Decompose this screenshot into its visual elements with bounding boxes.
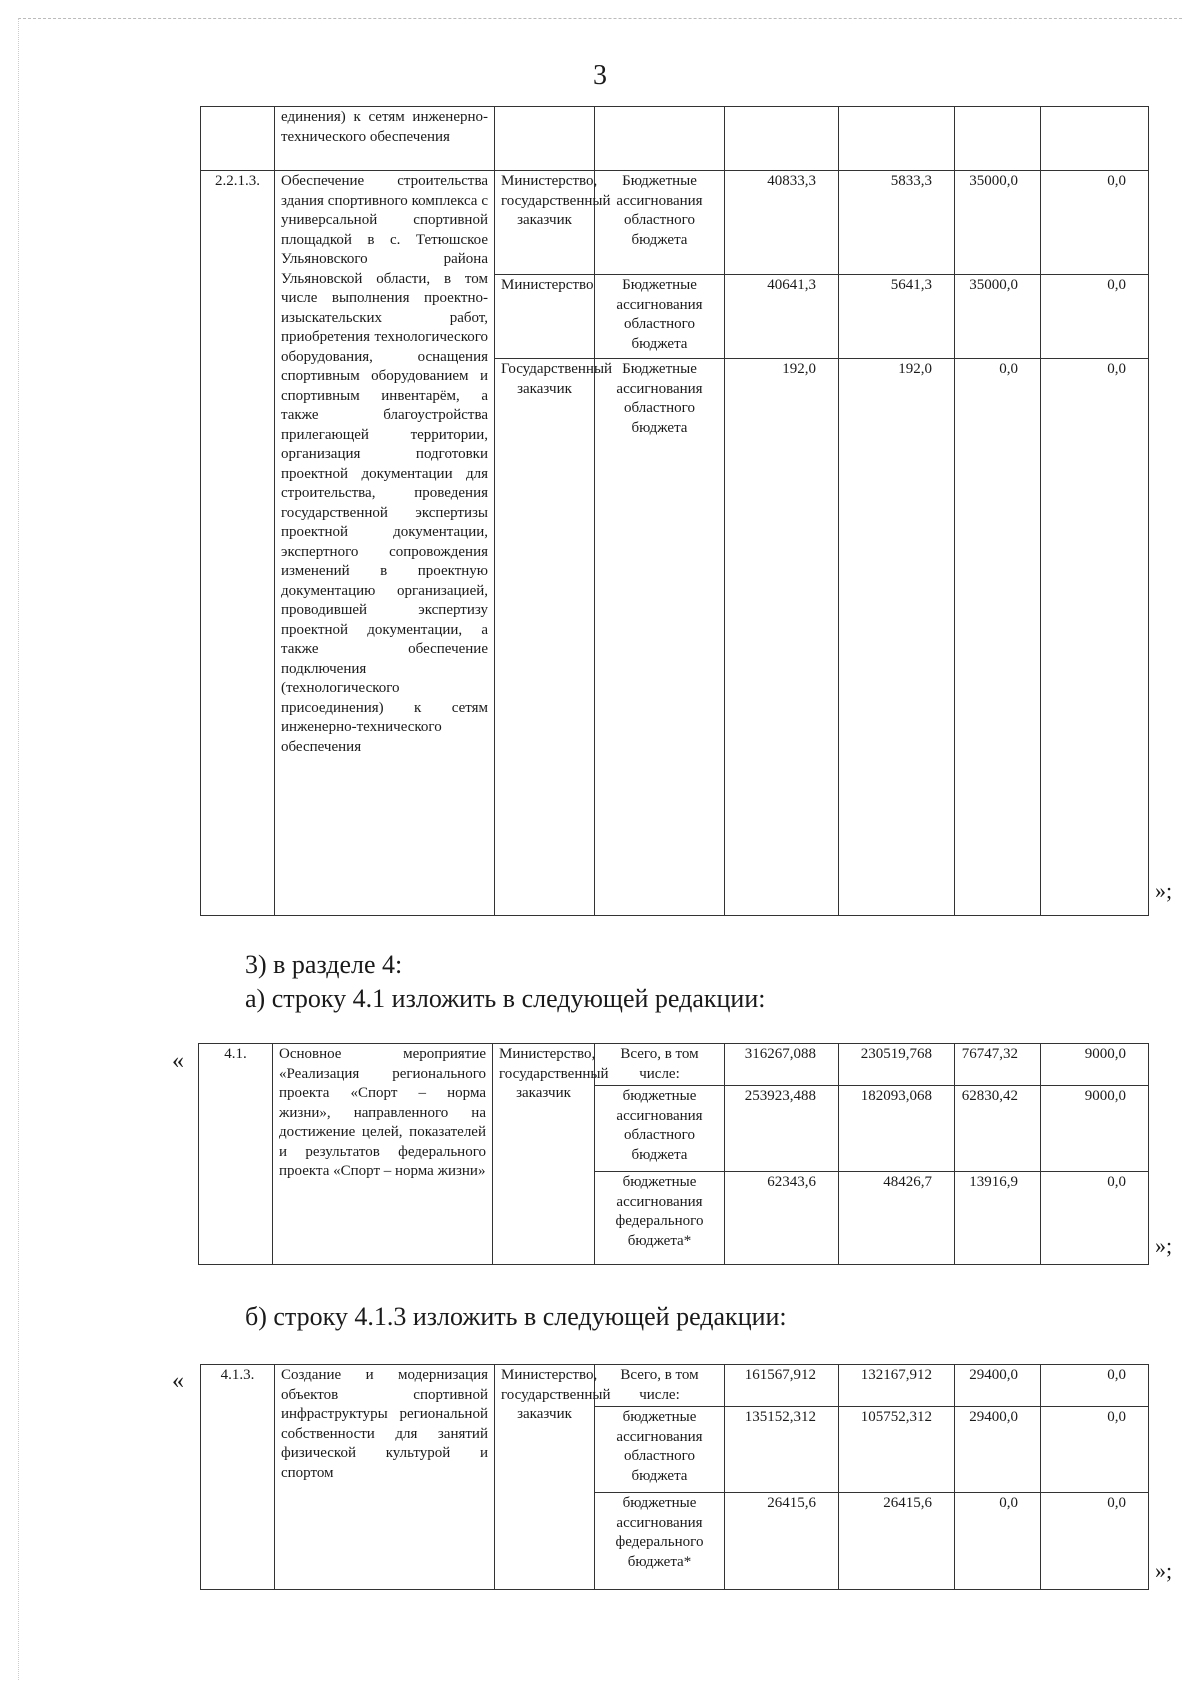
cell-value: 132167,912: [839, 1365, 955, 1407]
table-row-2-2-1-3: [200, 106, 1149, 916]
cell-value: 105752,312: [839, 1407, 955, 1493]
subheading-b: б) строку 4.1.3 изложить в следующей редакции:: [245, 1302, 787, 1331]
cell-responsible: Государственный заказчик: [495, 359, 595, 916]
cell-value: 29400,0: [955, 1365, 1041, 1407]
cell-value: 0,0: [955, 1493, 1041, 1590]
cell-num: 4.1.: [199, 1044, 273, 1265]
closing-quote: »;: [1155, 878, 1173, 903]
cell-value: 9000,0: [1041, 1086, 1149, 1172]
cell-value: 0,0: [955, 359, 1041, 916]
cell-value: 40641,3: [725, 275, 839, 359]
cell-value: 192,0: [725, 359, 839, 916]
closing-quote: »;: [1155, 1558, 1173, 1583]
cell-value: 5833,3: [839, 171, 955, 275]
cell-source: Всего, в том числе:: [595, 1365, 725, 1407]
cell-value: 161567,912: [725, 1365, 839, 1407]
cell-source: бюджетные ассигнования федерального бюджета*: [595, 1493, 725, 1590]
cell-value: 0,0: [1041, 359, 1149, 916]
cell-value: 29400,0: [955, 1407, 1041, 1493]
cell-responsible: Министерство, государственный заказчик: [493, 1044, 595, 1265]
section-heading: 3) в разделе 4:: [245, 950, 403, 979]
cell-value: 62830,42: [955, 1086, 1041, 1172]
cell-value: 40833,3: [725, 171, 839, 275]
cell-source: Всего, в том числе:: [595, 1044, 725, 1086]
cell-source: бюджетные ассигнования областного бюджета: [595, 1407, 725, 1493]
table-row: [201, 107, 1149, 171]
cell-description: Основное мероприятие «Реализация регионального проекта «Спорт – норма жизни», направленного на достижение целей, показателей и результатов федерального проекта «Спорт – норма жизни»: [273, 1044, 493, 1265]
cell-value: 135152,312: [725, 1407, 839, 1493]
cell-source: бюджетные ассигнования федерального бюджета*: [595, 1172, 725, 1265]
cell-value: 26415,6: [725, 1493, 839, 1590]
cell-value: 13916,9: [955, 1172, 1041, 1265]
cell-description: Обеспечение строительства здания спортивного комплекса с универсальной спортивной площадкой в с. Тетюшское Ульяновского района Ульяновской области, в том числе выполнения проектно-изыскательских работ, приобретения технологического оборудования, оснащения спортивным оборудованием и спортивным инвентарём, а также благоустройства прилегающей территории, организация подготовки проектной документации для строительства, проведения государственной экспертизы проектной документации, экспертного сопровождения изменений в проектную документацию организацией, проводившей экспертизу проектной документации, а также обеспечение подключения (технологического присоединения) к сетям инженерно-технического обеспечения: [275, 171, 495, 916]
cell-source: Бюджетные ассигнования областного бюджета: [595, 359, 725, 916]
cell-source: Бюджетные ассигнования областного бюджета: [595, 275, 725, 359]
cell-value: 35000,0: [955, 171, 1041, 275]
subheading-a: а) строку 4.1 изложить в следующей редакции:: [245, 984, 766, 1013]
cell-value: 76747,32: [955, 1044, 1041, 1086]
table-row: [201, 1365, 1149, 1407]
cell-value: 48426,7: [839, 1172, 955, 1265]
table-row-4-1: [198, 1043, 1149, 1265]
closing-quote: »;: [1155, 1233, 1173, 1258]
cell-value: 253923,488: [725, 1086, 839, 1172]
cell-value: 5641,3: [839, 275, 955, 359]
page-number: 3: [593, 60, 607, 91]
opening-quote: «: [172, 1368, 184, 1394]
cell-value: 316267,088: [725, 1044, 839, 1086]
cell-value: 230519,768: [839, 1044, 955, 1086]
cell-value: 0,0: [1041, 1493, 1149, 1590]
cell-value: 0,0: [1041, 275, 1149, 359]
cell-value: 9000,0: [1041, 1044, 1149, 1086]
cell-responsible: Министерство: [495, 275, 595, 359]
cell-responsible: Министерство, государственный заказчик: [495, 171, 595, 275]
table-row: [199, 1044, 1149, 1086]
cell-source: бюджетные ассигнования областного бюджета: [595, 1086, 725, 1172]
cell-value: 62343,6: [725, 1172, 839, 1265]
cell-value: 0,0: [1041, 171, 1149, 275]
opening-quote: «: [172, 1048, 184, 1074]
cell-num: 4.1.3.: [201, 1365, 275, 1590]
cell-description: единения) к сетям инженерно-технического обеспечения: [275, 107, 495, 171]
cell-value: 0,0: [1041, 1365, 1149, 1407]
cell-value: 0,0: [1041, 1407, 1149, 1493]
cell-value: 0,0: [1041, 1172, 1149, 1265]
cell-source: Бюджетные ассигнования областного бюджета: [595, 171, 725, 275]
cell-value: 192,0: [839, 359, 955, 916]
cell-value: 26415,6: [839, 1493, 955, 1590]
cell-num: [201, 107, 275, 171]
cell-responsible: Министерство, государственный заказчик: [495, 1365, 595, 1590]
cell-value: 182093,068: [839, 1086, 955, 1172]
cell-num: 2.2.1.3.: [201, 171, 275, 916]
table-row: [201, 171, 1149, 275]
cell-value: 35000,0: [955, 275, 1041, 359]
table-row-4-1-3: [200, 1364, 1149, 1590]
cell-description: Создание и модернизация объектов спортивной инфраструктуры региональной собственности для занятий физической культурой и спортом: [275, 1365, 495, 1590]
